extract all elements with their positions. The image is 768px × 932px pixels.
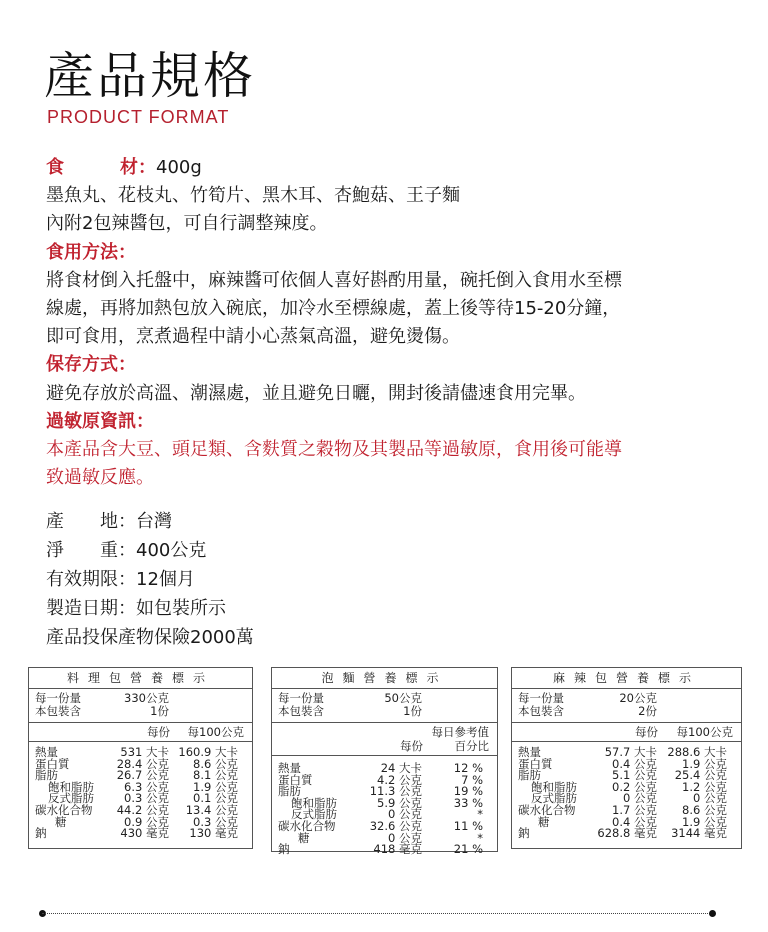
usage-line-1: 將食材倒入托盤中，麻辣醬可依個人喜好斟酌用量，碗托倒入食用水至標 [46, 269, 622, 291]
spec-shelf-life-value: 12個月 [136, 569, 195, 590]
nutrient-secondary: 130 毫克 [189, 826, 238, 841]
nutrient-secondary: 1.9 公克 [682, 814, 727, 829]
ingredients-label: 食 材 [46, 157, 138, 178]
nutrient-secondary: 8.6 公克 [193, 756, 238, 771]
serving-size-value: 50公克 [384, 691, 422, 705]
ingredients-note: 內附2包辣醬包，可自行調整辣度。 [46, 213, 328, 235]
serving-info [272, 689, 497, 723]
servings-value: 1份 [150, 704, 169, 718]
nutrient-name: 飽和脂肪 [48, 779, 94, 794]
nutrient-name: 熱量 [518, 745, 541, 759]
usage-line-3: 即可食用，烹煮過程中請小心蒸氣高溫，避免燙傷。 [46, 326, 460, 348]
nutrient-name: 反式脂肪 [531, 791, 577, 806]
spec-shelf-life: 有效期限：12個月 [46, 569, 195, 590]
product-specs [46, 507, 254, 652]
nutrient-per-serving: 5.9 公克 [377, 795, 422, 810]
nutrient-per-serving: 6.3 公克 [124, 779, 169, 794]
nutrient-secondary: 19 % [453, 784, 483, 799]
servings-value: 1份 [403, 704, 422, 718]
serving-info [29, 689, 252, 723]
nutrient-name: 反式脂肪 [48, 791, 94, 806]
spec-manufacture-date-value: 如包裝所示 [136, 598, 226, 619]
spec-insurance: 產品投保產物保險2000萬 [46, 627, 254, 648]
nutrient-name: 脂肪 [278, 784, 301, 799]
nutrient-per-serving: 1.7 公克 [612, 802, 657, 817]
spec-net-weight: 淨 重 ：400公克 [46, 540, 207, 561]
nutrient-name: 碳水化合物 [35, 802, 93, 817]
serving-size-label: 每一份量 [518, 691, 564, 705]
nutrient-secondary: 0 公克 [693, 791, 727, 806]
dotted-divider [42, 913, 712, 914]
spec-net-weight-value: 400公克 [136, 540, 207, 561]
col-per-serving: 每份 [635, 725, 658, 739]
nutrient-per-serving: 24 大卡 [380, 761, 422, 775]
col-per-100g: 每100公克 [676, 725, 733, 739]
nutrient-name: 碳水化合物 [278, 818, 336, 833]
nutrient-name: 蛋白質 [35, 756, 70, 771]
nutrient-secondary: 7 % [461, 772, 483, 787]
nutrient-per-serving: 0.2 公克 [612, 779, 657, 794]
table-row [35, 827, 246, 839]
spec-manufacture-date: 製造日期：如包裝所示 [46, 598, 226, 619]
nutrient-per-serving: 4.2 公克 [377, 772, 422, 787]
nutrient-per-serving: 0 公克 [388, 807, 422, 822]
nutrient-per-serving: 0.9 公克 [124, 814, 169, 829]
serving-size-label: 每一份量 [278, 691, 324, 705]
nutrient-per-serving: 32.6 公克 [369, 818, 422, 833]
table-row [35, 746, 246, 758]
ingredients-weight: 400g [156, 157, 202, 178]
usage-heading: 食用方法： [46, 241, 136, 263]
nutrient-per-serving: 28.4 公克 [116, 756, 169, 771]
nutrient-secondary: 1.9 公克 [193, 779, 238, 794]
nutrient-secondary: 8.1 公克 [193, 768, 238, 783]
table-title: 麻辣包營養標示 [512, 668, 741, 689]
nutrient-name: 脂肪 [35, 768, 58, 783]
servings-label: 本包裝含 [35, 704, 81, 718]
nutrient-per-serving: 531 大卡 [120, 745, 169, 759]
nutrient-name: 糖 [298, 830, 310, 845]
table-row [518, 827, 735, 839]
nutrient-per-serving: 57.7 大卡 [604, 745, 657, 759]
table-row [518, 746, 735, 758]
table-row [278, 820, 491, 832]
nutrient-secondary: 1.9 公克 [682, 756, 727, 771]
divider-dot-right [709, 910, 716, 917]
nutrient-secondary: 12 % [453, 761, 483, 775]
table-row [278, 843, 491, 855]
ingredients-colon: ： [138, 157, 156, 178]
cooking-pack-nutrition-table [28, 667, 253, 849]
nutrient-rows [512, 742, 741, 842]
nutrient-name: 熱量 [278, 761, 301, 775]
nutrient-secondary: 288.6 大卡 [667, 745, 727, 759]
allergen-line-2: 致過敏反應。 [46, 467, 154, 489]
ingredients-list: 墨魚丸、花枝丸、竹筍片、黑木耳、杏鮑菇、王子麵 [46, 185, 460, 207]
nutrient-secondary: 21 % [453, 842, 483, 857]
nutrient-name: 熱量 [35, 745, 58, 759]
spicy-pack-nutrition-table [511, 667, 742, 849]
table-title: 泡麵營養標示 [272, 668, 497, 689]
nutrient-per-serving: 430 毫克 [120, 826, 169, 841]
serving-size-value: 20公克 [619, 691, 657, 705]
nutrient-per-serving: 628.8 毫克 [597, 826, 657, 841]
nutrient-secondary: 1.2 公克 [682, 779, 727, 794]
nutrient-per-serving: 0.4 公克 [612, 756, 657, 771]
ingredients-heading-row [46, 154, 736, 182]
page-title: 產品規格 [44, 47, 256, 105]
nutrient-name: 反式脂肪 [291, 807, 337, 822]
nutrient-secondary: 11 % [453, 818, 483, 833]
nutrient-name: 碳水化合物 [518, 802, 576, 817]
spec-origin: 產 地 ：台灣 [46, 511, 172, 532]
noodle-nutrition-table [271, 667, 498, 857]
serving-size-value: 330公克 [124, 691, 169, 705]
nutrient-per-serving: 11.3 公克 [369, 784, 422, 799]
nutrient-secondary: 8.6 公克 [682, 802, 727, 817]
table-row [278, 762, 491, 774]
nutrient-secondary: 0.1 公克 [193, 791, 238, 806]
nutrient-name: 脂肪 [518, 768, 541, 783]
nutrient-per-serving: 44.2 公克 [116, 802, 169, 817]
nutrient-rows [29, 742, 252, 842]
col-per-serving: 每份 [400, 739, 423, 753]
table-title: 料理包營養標示 [29, 668, 252, 689]
nutrient-secondary: 25.4 公克 [674, 768, 727, 783]
col-per-100g: 每100公克 [187, 725, 244, 739]
servings-label: 本包裝含 [518, 704, 564, 718]
nutrient-rows [272, 756, 497, 858]
product-info [46, 154, 736, 492]
nutrient-secondary: 0.3 公克 [193, 814, 238, 829]
nutrient-name: 糖 [538, 814, 550, 829]
nutrient-name: 飽和脂肪 [531, 779, 577, 794]
nutrient-per-serving: 0.3 公克 [124, 791, 169, 806]
nutrient-per-serving: 5.1 公克 [612, 768, 657, 783]
nutrient-name: 鈉 [278, 842, 290, 857]
page-subtitle: PRODUCT FORMAT [47, 107, 230, 127]
nutrient-per-serving: 26.7 公克 [116, 768, 169, 783]
servings-value: 2份 [638, 704, 657, 718]
table-row [518, 804, 735, 816]
nutrient-secondary: * [477, 807, 483, 822]
column-headers [272, 723, 497, 756]
spec-origin-value: 台灣 [136, 511, 172, 532]
nutrient-name: 糖 [55, 814, 67, 829]
column-headers [512, 723, 741, 742]
nutrient-secondary: 160.9 大卡 [178, 745, 238, 759]
nutrient-per-serving: 0 公克 [388, 830, 422, 845]
col-daily-value-line2: 百分比 [454, 739, 489, 753]
storage-line-1: 避免存放於高溫、潮濕處，並且避免日曬，開封後請儘速食用完畢。 [46, 382, 586, 404]
col-daily-value-line1: 每日參考值 [431, 725, 489, 739]
nutrient-name: 飽和脂肪 [291, 795, 337, 810]
nutrient-name: 鈉 [35, 826, 47, 841]
serving-size-label: 每一份量 [35, 691, 81, 705]
serving-info [512, 689, 741, 723]
nutrient-name: 鈉 [518, 826, 530, 841]
nutrient-per-serving: 0.4 公克 [612, 814, 657, 829]
nutrient-secondary: 3144 毫克 [671, 826, 727, 841]
allergen-heading: 過敏原資訊： [46, 410, 154, 432]
nutrient-secondary: * [477, 830, 483, 845]
col-per-serving: 每份 [147, 725, 170, 739]
nutrient-per-serving: 0 公克 [623, 791, 657, 806]
nutrient-per-serving: 418 毫克 [373, 842, 422, 857]
servings-label: 本包裝含 [278, 704, 324, 718]
allergen-line-1: 本產品含大豆、頭足類、含麩質之穀物及其製品等過敏原，食用後可能導 [46, 439, 622, 461]
nutrient-secondary: 33 % [453, 795, 483, 810]
nutrient-secondary: 13.4 公克 [185, 802, 238, 817]
table-row [35, 804, 246, 816]
storage-heading: 保存方式： [46, 354, 136, 376]
column-headers [29, 723, 252, 742]
nutrient-name: 蛋白質 [278, 772, 313, 787]
nutrient-name: 蛋白質 [518, 756, 553, 771]
usage-line-2: 線處，再將加熱包放入碗底，加冷水至標線處，蓋上後等待15-20分鐘， [46, 298, 621, 320]
